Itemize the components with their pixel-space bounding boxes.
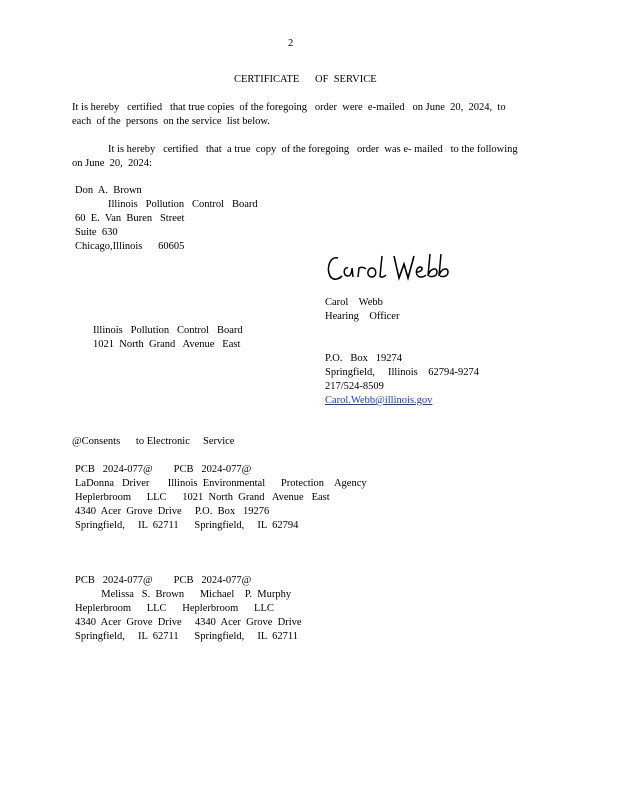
page-number: 2: [288, 38, 294, 49]
certification-paragraph-2-line-2: on June 20, 2024:: [72, 158, 152, 169]
consents-label: @Consents to Electronic Service: [72, 436, 235, 447]
recipient-street: 60 E. Van Buren Street: [75, 213, 185, 224]
certification-paragraph-1-line-1: It is hereby certified that true copies of the foregoing order were e-mailed on June 20, 2024, to: [72, 102, 506, 113]
board-address: 1021 North Grand Avenue East: [93, 339, 241, 350]
service-block-1-line-1: PCB 2024-077@ PCB 2024-077@: [75, 464, 252, 475]
signatory-phone: 217/524-8509: [325, 381, 384, 392]
handwritten-signature: [324, 248, 454, 288]
document-title: CERTIFICATE OF SERVICE: [234, 74, 377, 85]
service-block-2-line-5: Springfield, IL 62711 Springfield, IL 62711: [75, 631, 299, 642]
service-block-1-line-3: Heplerbroom LLC 1021 North Grand Avenue East: [75, 492, 330, 503]
recipient-name: Don A. Brown: [75, 185, 142, 196]
signatory-city: Springfield, Illinois 62794-9274: [325, 367, 479, 378]
service-block-1-line-4: 4340 Acer Grove Drive P.O. Box 19276: [75, 506, 270, 517]
service-block-1-line-2: LaDonna Driver Illinois Environmental Protection Agency: [75, 478, 367, 489]
recipient-suite: Suite 630: [75, 227, 118, 238]
service-block-2-line-4: 4340 Acer Grove Drive 4340 Acer Grove Drive: [75, 617, 302, 628]
certification-paragraph-2-line-1: It is hereby certified that a true copy of the foregoing order was e- mailed to the following: [108, 144, 518, 155]
signatory-po-box: P.O. Box 19274: [325, 353, 403, 364]
board-name: Illinois Pollution Control Board: [93, 325, 243, 336]
service-block-2-line-2: Melissa S. Brown Michael P. Murphy: [75, 589, 292, 600]
service-block-2-line-1: PCB 2024-077@ PCB 2024-077@: [75, 575, 252, 586]
certification-paragraph-1-line-2: each of the persons on the service list below.: [72, 116, 270, 127]
recipient-city: Chicago,Illinois 60605: [75, 241, 185, 252]
signatory-name: Carol Webb: [325, 297, 383, 308]
recipient-org: Illinois Pollution Control Board: [108, 199, 258, 210]
signatory-title: Hearing Officer: [325, 311, 400, 322]
service-block-2-line-3: Heplerbroom LLC Heplerbroom LLC: [75, 603, 274, 614]
signatory-email-link[interactable]: Carol.Webb@illinois.gov: [325, 395, 433, 406]
service-block-1-line-5: Springfield, IL 62711 Springfield, IL 62794: [75, 520, 299, 531]
